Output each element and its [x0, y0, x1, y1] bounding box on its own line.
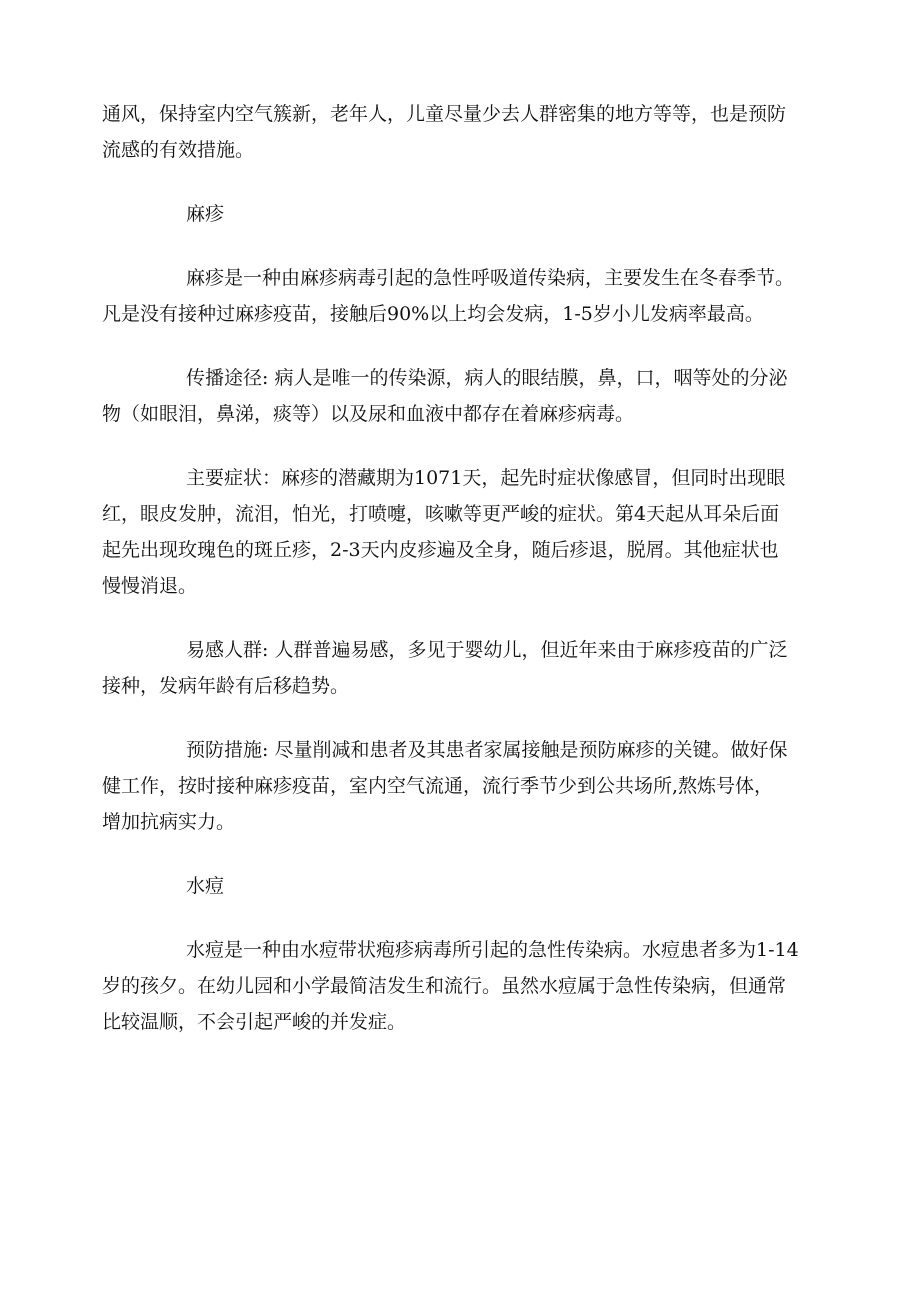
text-line: 传播途径: 病人是唯一的传染源，病人的眼结膜，鼻，口，咽等处的分泌	[186, 367, 788, 389]
text-line: 麻疹是一种由麻疹病毒引起的急性呼吸道传染病，主要发生在冬春季节。	[186, 267, 795, 289]
text-line: 凡是没有接种过麻疹疫苗，接触后90%以上均会发病，1-5岁小儿发病率最高。	[102, 303, 764, 325]
paragraph-chickenpox-intro	[102, 932, 824, 1040]
paragraph-measles-intro	[102, 260, 824, 332]
text-line: 流感的有效措施。	[102, 139, 255, 161]
paragraph-measles-susceptible	[102, 632, 824, 704]
text-line: 起先出现玫瑰色的斑丘疹，2-3天内皮疹遍及全身，随后疹退，脱屑。其他症状也	[102, 539, 779, 561]
document-page	[102, 96, 824, 1040]
paragraph-measles-symptoms	[102, 460, 824, 604]
text-line: 易感人群: 人群普遍易感，多见于婴幼儿，但近年来由于麻疹疫苗的广泛	[186, 639, 788, 661]
text-line: 主要症状：麻疹的潜藏期为1071天，起先时症状像感冒，但同时出现眼	[186, 467, 786, 489]
text-line: 接种，发病年龄有后移趋势。	[102, 675, 350, 697]
text-line: 比较温顺，不会引起严峻的并发症。	[102, 1011, 407, 1033]
text-line: 健工作，按时接种麻疹疫苗，室内空气流通，流行季节少到公共场所,熬炼号体，	[102, 775, 774, 797]
paragraph-measles-transmission	[102, 360, 824, 432]
section-heading-chickenpox: 水痘	[186, 875, 225, 897]
text-line: 岁的孩夕。在幼儿园和小学最简洁发生和流行。虽然水痘属于急性传染病，但通常	[102, 975, 787, 997]
text-line: 通风，保持室内空气簇新，老年人，儿童尽量少去人群密集的地方等等，也是预防	[102, 103, 787, 125]
text-line: 预防措施: 尽量削减和患者及其患者家属接触是预防麻疹的关键。做好保	[186, 739, 788, 761]
paragraph-flu-prevention	[102, 96, 824, 168]
text-line: 物（如眼泪，鼻涕，痰等）以及尿和血液中都存在着麻疹病毒。	[102, 403, 635, 425]
paragraph-measles-prevention	[102, 732, 824, 840]
text-line: 水痘是一种由水痘带状疱疹病毒所引起的急性传染病。水痘患者多为1-14	[186, 939, 799, 961]
text-line: 增加抗病实力。	[102, 811, 236, 833]
text-line: 慢慢消退。	[102, 575, 198, 597]
section-heading-measles: 麻疹	[186, 203, 225, 225]
text-line: 红，眼皮发肿，流泪，怕光，打喷嚏，咳嗽等更严峻的症状。第4天起从耳朵后面	[102, 503, 780, 525]
